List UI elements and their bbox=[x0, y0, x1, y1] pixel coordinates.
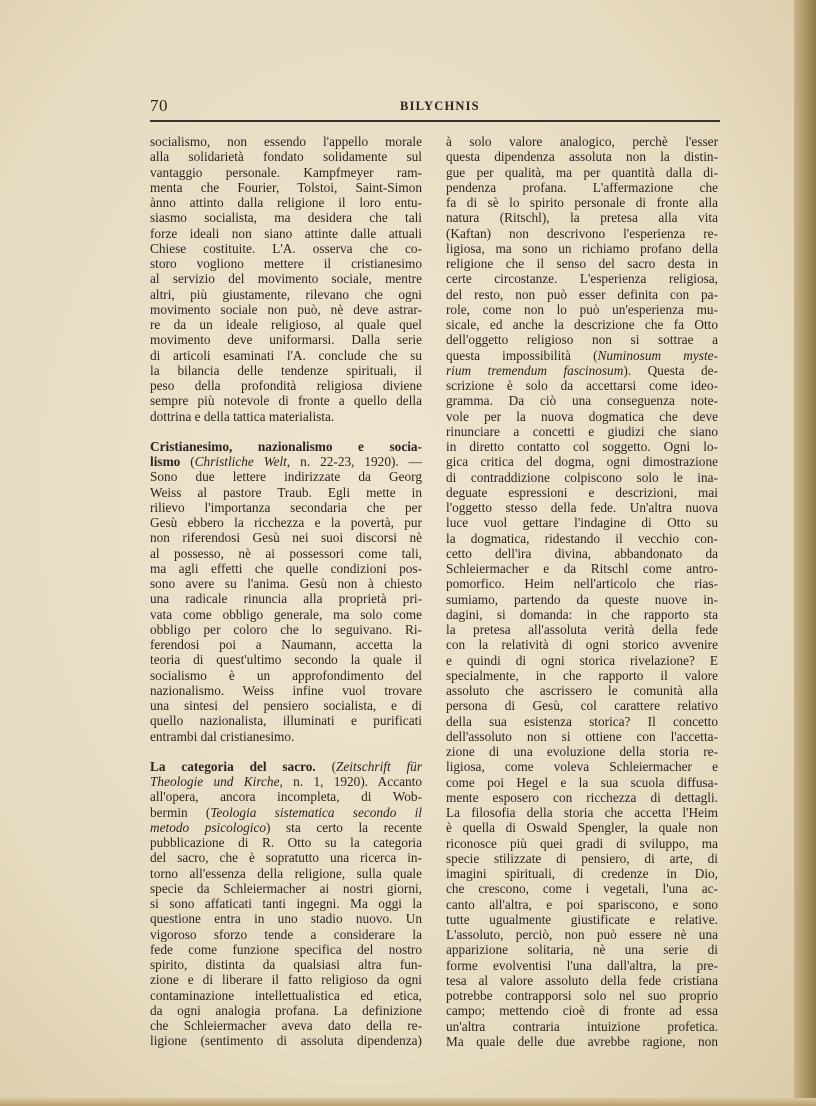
text-line: teoria di quest'ultimo secondo la quale il bbox=[150, 652, 422, 668]
text-line: rinunciare a concetti e giudizi che siano bbox=[446, 423, 718, 439]
text-line: non riferendosi Gesù nei suoi discorsi nè bbox=[150, 530, 422, 546]
text-line: vantaggio personale. Kampfmeyer ram- bbox=[150, 164, 422, 180]
text-line: sumiamo, partendo da queste nuove in- bbox=[446, 591, 718, 607]
text-line: che crescono, come i vegetali, l'una ac- bbox=[446, 881, 718, 897]
text-line: dell'oggetto religioso non si sottrae a bbox=[446, 332, 718, 348]
text-line: della sua esistenza storica? Il concetto bbox=[446, 713, 718, 729]
latin-term-cont: rium tremendum fascinosum bbox=[446, 362, 624, 378]
text-line: apparizione solitaria, nè una serie di bbox=[446, 942, 718, 958]
text-line bbox=[150, 439, 422, 454]
text-line: specie stilizzate di pensiero, di arte, di bbox=[446, 850, 718, 866]
journal-title: BILYCHNIS bbox=[400, 99, 480, 113]
text-line: al possesso, nè ai possessori come tali, bbox=[150, 545, 422, 561]
text-line: rilievo l'importanza secondaria che per bbox=[150, 499, 422, 515]
text-line: riconosce più quei gradi di sviluppo, ma bbox=[446, 835, 718, 851]
text-line: nazionalismo. Weiss infine vuol trovare bbox=[150, 682, 422, 698]
header-rule bbox=[150, 120, 720, 122]
text-line: l'oggetto stesso della fede. Un'altra nuova bbox=[446, 500, 718, 515]
text-line bbox=[150, 759, 422, 774]
paragraph-socialismo bbox=[150, 134, 422, 424]
text-line: in diretto contatto col soggetto. Ogni lo- bbox=[446, 439, 718, 454]
text-line: role, come non lo può un'esperienza mu- bbox=[446, 301, 718, 317]
text-line bbox=[446, 363, 718, 378]
text-line: Schleiermacher e da Ritschl come antro- bbox=[446, 561, 718, 576]
text-line: del sacro, che è sopratutto una ricerca in- bbox=[150, 850, 422, 866]
text-line: storo vogliono mettere il cristianesimo bbox=[150, 256, 422, 271]
text-line: campo; mettendo cioè di fronte ad essa bbox=[446, 1003, 718, 1019]
text-line: socialismo è un approfondimento del bbox=[150, 667, 422, 683]
text-line: pubblicazione di R. Otto su la categoria bbox=[150, 835, 422, 850]
text-line: assoluto che ascrissero le comunità alla bbox=[446, 683, 718, 698]
text-line: gica critica del dogma, ogni dimostrazione bbox=[446, 454, 718, 470]
text-line: re da un ideale religioso, al quale quel bbox=[150, 317, 422, 332]
page-number: 70 bbox=[150, 96, 168, 115]
text-line: alla solidarietà fondato solidamente sul bbox=[150, 149, 422, 165]
text-line: dagini, si domanda: in che rapporto sta bbox=[446, 606, 718, 622]
text-line: la bilancia delle tendenze spirituali, il bbox=[150, 362, 422, 378]
text-line: del resto, non può esser definita con pa- bbox=[446, 286, 718, 302]
text-line bbox=[446, 348, 718, 363]
text-line: siasmo socialista, ma desidera che tali bbox=[150, 210, 422, 226]
text-fragment: questa impossibilità ( bbox=[446, 347, 598, 363]
text-line: socialismo, non essendo l'appello morale bbox=[150, 134, 422, 149]
book-title-cont: metodo psicologico bbox=[150, 819, 267, 835]
text-line: certe circostanze. L'esperienza religiosa, bbox=[446, 271, 718, 287]
left-column bbox=[150, 134, 422, 1049]
section-heading: La categoria del sacro. bbox=[150, 758, 316, 774]
book-title: Teologia sistematica secondo il bbox=[210, 804, 422, 820]
text-line: contaminazione intellettualistica ed etica, bbox=[150, 987, 422, 1003]
text-line: ànno attinto dalla religione il loro entu- bbox=[150, 195, 422, 210]
text-line bbox=[150, 805, 422, 820]
text-line: mente esposero con ricchezza di dettagli. bbox=[446, 789, 718, 805]
text-line: ligiosa, come voleva Schleiermacher e bbox=[446, 759, 718, 775]
text-line: Chiese costituite. L'A. osserva che co- bbox=[150, 240, 422, 256]
text-line: spirito, distinta da qualsiasi altra fun- bbox=[150, 957, 422, 972]
text-line: di articoli esaminati l'A. conclude che su bbox=[150, 347, 422, 363]
latin-term: Numinosum myste- bbox=[597, 347, 718, 363]
text-line: deguate espressioni e descrizioni, mai bbox=[446, 484, 718, 500]
text-line: una radicale rinuncia alla proprietà pri- bbox=[150, 591, 422, 607]
text-line: La filosofia della storia che accetta l'Heim bbox=[446, 805, 718, 820]
page-bottom-edge bbox=[0, 1098, 816, 1106]
text-line: un'altra contraria intuizione profetica. bbox=[446, 1018, 718, 1034]
text-line: fede come funzione specifica del nostro bbox=[150, 941, 422, 957]
text-line: è quella di Oswald Spengler, la quale non bbox=[446, 820, 718, 836]
text-line: questa dipendenza assoluta non la distin- bbox=[446, 149, 718, 165]
text-line: Ma quale delle due avrebbe ragione, non bbox=[446, 1033, 718, 1049]
right-column bbox=[446, 134, 718, 1049]
text-line: canto all'altra, e poi spariscono, e sono bbox=[446, 896, 718, 912]
text-line: movimento sociale non può, nè deve astrar- bbox=[150, 301, 422, 317]
text-line: una sintesi del pensiero socialista, e di bbox=[150, 698, 422, 713]
paragraph-continued bbox=[446, 378, 718, 1049]
text-line: da ogni analogia profana. La definizione bbox=[150, 1002, 422, 1018]
text-line bbox=[150, 454, 422, 469]
text-line: la pretesa all'assoluta verità della fede bbox=[446, 622, 718, 637]
text-line: dell'assoluto non si ottiene con l'accetta- bbox=[446, 728, 718, 744]
paragraph-body bbox=[150, 835, 422, 1049]
running-header bbox=[150, 96, 720, 118]
text-line: entrambi dal cristianesimo. bbox=[150, 728, 295, 744]
text-line: ferendosi poi a Naumann, accetta la bbox=[150, 637, 422, 652]
paragraph-gap bbox=[150, 744, 422, 759]
text-line: tesa al valore assoluto della fede cristiana bbox=[446, 972, 718, 988]
text-line: Gesù ebbero la ricchezza e la povertà, pur bbox=[150, 515, 422, 530]
text-line: torno all'essenza della religione, sulla quale bbox=[150, 865, 422, 881]
text-line: peso della profondità religiosa diviene bbox=[150, 378, 422, 393]
citation-rest: , n. 22-23, 1920). — bbox=[286, 454, 422, 469]
paragraph-body bbox=[150, 469, 422, 744]
text-line: sempre più notevole di fronte a quello della bbox=[150, 393, 422, 409]
text-line: dottrina e della tattica materialista. bbox=[150, 408, 335, 424]
paragraph-categoria-sacro bbox=[150, 759, 422, 1049]
text-line: à solo valore analogico, perchè l'esser bbox=[446, 134, 718, 149]
text-line: menta che Fourier, Tolstoi, Saint-Simon bbox=[150, 179, 422, 195]
text-line: questione entra in uno stadio nuovo. Un bbox=[150, 911, 422, 927]
text-line: ligiosa, ma sono un richiamo profano della bbox=[446, 240, 718, 256]
text-line: L'assoluto, perciò, non può essere nè una bbox=[446, 927, 718, 942]
text-line: gue per qualità, ma per quantità dalla di- bbox=[446, 164, 718, 180]
text-line: religione che il senso del sacro desta in bbox=[446, 256, 718, 271]
text-line: si sono affaticati tanti ingegni. Ma oggi la bbox=[150, 896, 422, 911]
text-line: ma agli effetti che quelle condizioni pos- bbox=[150, 560, 422, 576]
text-line: e quindi di ogni storica rivelazione? E bbox=[446, 652, 718, 668]
text-line: sono avere su l'anima. Gesù non à chiesto bbox=[150, 576, 422, 591]
text-line: specialmente, in che rapporto il valore bbox=[446, 667, 718, 683]
text-line: forme evolventisi l'una dall'altra, la pre- bbox=[446, 957, 718, 973]
text-line: la dogmatica, ridestando il vecchio con- bbox=[446, 530, 718, 546]
text-line: Sono due lettere indirizzate da Georg bbox=[150, 469, 422, 485]
text-line: al servizio del movimento sociale, mentre bbox=[150, 271, 422, 287]
text-line: forze ideali non siano attinte dalle attuali bbox=[150, 225, 422, 241]
text-line: potrebbe contrapporsi solo nel suo proprio bbox=[446, 988, 718, 1003]
text-line: quello nazionalista, illuminati e purificati bbox=[150, 713, 422, 729]
text-line: sicale, ed anche la descrizione che fa Otto bbox=[446, 317, 718, 332]
text-line: obbligo per coloro che lo seguivano. Ri- bbox=[150, 621, 422, 637]
citation-open: ( bbox=[331, 758, 336, 774]
text-line: tutte ugualmente giustificate e relative. bbox=[446, 911, 718, 927]
text-line: zione e di liberare il fatto religioso da ogni bbox=[150, 972, 422, 988]
text-line: altri, più giustamente, rilevano che ogni bbox=[150, 286, 422, 302]
text-line: pomorfico. Heim nell'articolo che rias- bbox=[446, 576, 718, 592]
text-line: natura (Ritschl), la pretesa alla vita bbox=[446, 210, 718, 226]
section-heading-cont: lismo bbox=[150, 454, 181, 469]
text-fragment: bermin ( bbox=[150, 804, 211, 820]
text-line: fa di sè lo spirito personale di fronte alla bbox=[446, 195, 718, 210]
text-fragment: ) sta certo la recente bbox=[266, 819, 422, 835]
text-line: ligione (sentimento di assoluta dipendenza) bbox=[150, 1033, 422, 1049]
text-line: all'opera, ancora incompleta, di Wob- bbox=[150, 789, 422, 805]
text-fragment: ). Questa de- bbox=[623, 362, 718, 378]
text-line: cetto dell'ira divina, abbandonato da bbox=[446, 545, 718, 561]
citation-rest: , n. 1, 1920). Accanto bbox=[279, 774, 422, 789]
text-line: movimento deve uniformarsi. Dalla serie bbox=[150, 332, 422, 348]
text-line: che Schleiermacher aveva dato della re- bbox=[150, 1018, 422, 1033]
text-line: vata come obbligo generale, ma solo come bbox=[150, 606, 422, 622]
section-heading: Cristianesimo, nazionalismo e socia- bbox=[150, 438, 422, 454]
text-line bbox=[150, 820, 422, 835]
citation-open: ( bbox=[190, 454, 195, 469]
text-line: scrizione è solo da accettarsi come ideo- bbox=[446, 378, 718, 393]
text-line: (Kaftan) non descrivono l'esperienza re- bbox=[446, 225, 718, 241]
text-line bbox=[150, 774, 422, 789]
text-line: vigoroso sforzo tende a considerare la bbox=[150, 926, 422, 942]
paragraph-continued bbox=[446, 134, 718, 348]
citation-journal-cont: Theologie und Kirche bbox=[150, 774, 280, 789]
text-line: pendenza profana. L'affermazione che bbox=[446, 179, 718, 195]
citation-journal: Christliche Welt bbox=[194, 454, 287, 469]
text-line: persona di Gesù, col carattere relativo bbox=[446, 698, 718, 714]
text-line: con la relatività di ogni storico avvenire bbox=[446, 637, 718, 653]
text-line: vole per la nuova dogmatica che deve bbox=[446, 408, 718, 424]
text-line: come poi Hegel e la sua scuola diffusa- bbox=[446, 774, 718, 790]
text-line: imagini spirituali, di credenze in Dio, bbox=[446, 866, 718, 881]
text-line: luce vuol gettare l'indagine di Otto su bbox=[446, 515, 718, 531]
text-line: zione di una evoluzione della storia re- bbox=[446, 744, 718, 759]
citation-journal: Zeitschrift für bbox=[336, 758, 422, 774]
text-line: Weiss al pastore Traub. Egli mette in bbox=[150, 484, 422, 500]
text-line: gramma. Da ciò una conseguenza note- bbox=[446, 393, 718, 409]
paragraph-cristianesimo bbox=[150, 439, 422, 744]
paragraph-gap bbox=[150, 424, 422, 439]
text-line: specie da Schleiermacher ai nostri giorni, bbox=[150, 880, 422, 896]
page-edge-shadow bbox=[794, 0, 816, 1106]
text-line: di contraddizione colpiscono solo le ina- bbox=[446, 469, 718, 485]
